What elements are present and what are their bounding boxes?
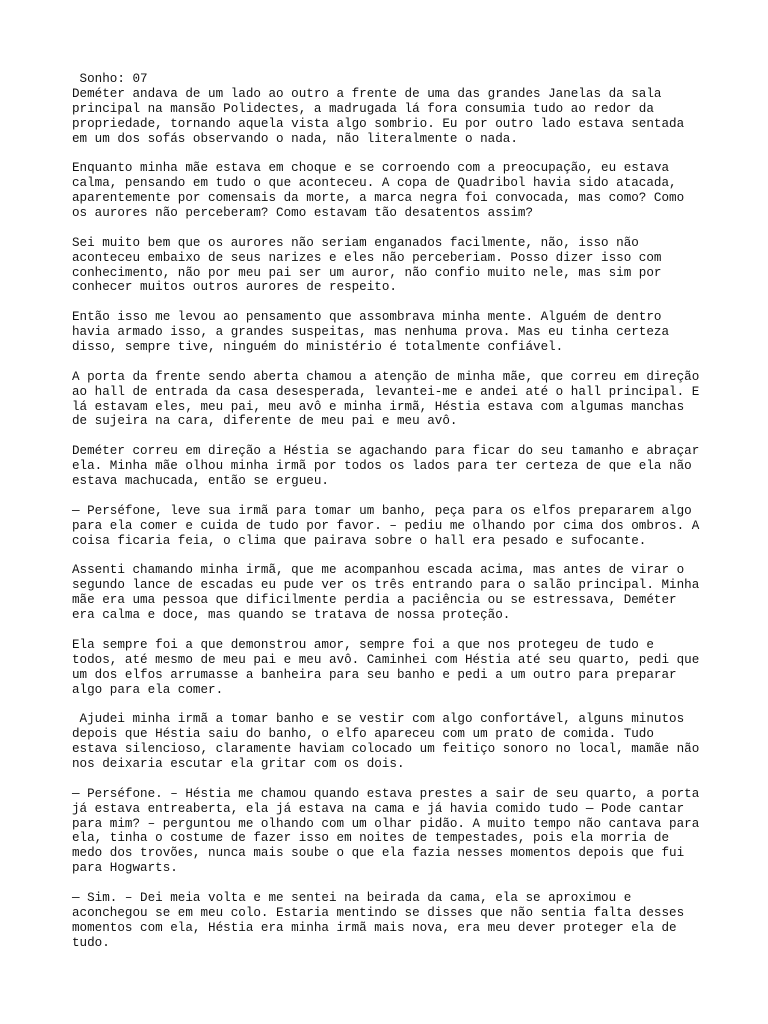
paragraph-line: ao hall de entrada da casa desesperada, levantei-me e andei até o hall principal. E <box>72 384 700 399</box>
paragraph <box>72 638 712 698</box>
paragraph-line: ela. Minha mãe olhou minha irmã por todos os lados para ter certeza de que ela não <box>72 459 692 474</box>
paragraph-line: principal na mansão Polidectes, a madrugada lá fora consumia tudo ao redor da <box>72 101 654 116</box>
paragraph-line: Deméter correu em direção a Héstia se agachando para ficar do seu tamanho e abraçar <box>72 444 700 459</box>
paragraph <box>72 310 712 355</box>
paragraph-line: para Hogwarts. <box>72 861 178 876</box>
paragraph-line: já estava entreaberta, ela já estava na cama e já havia comido tudo — Pode cantar <box>72 801 685 816</box>
paragraph-line: mãe era uma pessoa que dificilmente perdia a paciência ou se estressava, Deméter <box>72 593 677 608</box>
paragraph-line: todos, até mesmo de meu pai e meu avô. Caminhei com Héstia até seu quarto, pedi que <box>72 652 700 667</box>
paragraph-line: para ela comer e cuida de tudo por favor. – pediu me olhando por cima dos ombros. A <box>72 518 700 533</box>
paragraph-line: disso, sempre tive, ninguém do ministério é totalmente confiável. <box>72 340 564 355</box>
paragraph-line: estava machucada, então se ergueu. <box>72 474 329 489</box>
paragraph-line: conhecimento, não por meu pai ser um auror, não confio muito nele, mas sim por <box>72 265 662 280</box>
paragraph <box>72 891 712 951</box>
paragraph-line: algo para ela comer. <box>72 682 224 697</box>
paragraph-line: Ela sempre foi a que demonstrou amor, sempre foi a que nos protegeu de tudo e <box>72 637 654 652</box>
paragraph-line: lá estavam eles, meu pai, meu avô e minha irmã, Héstia estava com algumas manchas <box>72 399 685 414</box>
paragraph <box>72 236 712 296</box>
paragraph-line: Assenti chamando minha irmã, que me acompanhou escada acima, mas antes de virar o <box>72 563 685 578</box>
paragraph-line: de sujeira na cara, diferente de meu pai e meu avô. <box>72 414 458 429</box>
paragraph-line: nos deixaria escutar ela gritar com os dois. <box>72 756 405 771</box>
paragraph-line: calma, pensando em tudo o que aconteceu. A copa de Quadribol havia sido atacada, <box>72 176 677 191</box>
paragraph-line: para mim? – perguntou me olhando com um olhar pidão. A muito tempo não cantava para <box>72 816 700 831</box>
paragraph-line: momentos com ela, Héstia era minha irmã mais nova, era meu dever proteger ela de <box>72 920 677 935</box>
paragraph-line: propriedade, tornando aquela vista algo sombrio. Eu por outro lado estava sentada <box>72 116 685 131</box>
paragraph-line: depois que Héstia saiu do banho, o elfo apareceu com um prato de comida. Tudo <box>72 727 654 742</box>
paragraph-line: tudo. <box>72 935 110 950</box>
paragraph-line: aparentemente por comensais da morte, a marca negra foi convocada, mas como? Como <box>72 191 685 206</box>
paragraph <box>72 787 712 876</box>
paragraph <box>72 87 712 147</box>
paragraph-line: um dos elfos arrumasse a banheira para seu banho e pedi a um outro para preparar <box>72 667 677 682</box>
paragraph-line: — Perséfone. – Héstia me chamou quando estava prestes a sair de seu quarto, a porta <box>72 786 700 801</box>
document-body <box>72 87 712 951</box>
paragraph <box>72 563 712 623</box>
paragraph-line: — Sim. – Dei meia volta e me sentei na beirada da cama, ela se aproximou e <box>72 890 632 905</box>
paragraph <box>72 444 712 489</box>
chapter-title: Sonho: 07 <box>72 72 148 86</box>
paragraph-line: coisa ficaria feia, o clima que pairava sobre o hall era pesado e sufocante. <box>72 533 647 548</box>
paragraph-line: conhecer muitos outros aurores de respeito. <box>72 280 397 295</box>
paragraph-line: A porta da frente sendo aberta chamou a atenção de minha mãe, que correu em direção <box>72 369 700 384</box>
paragraph-line: havia armado isso, a grandes suspeitas, mas nenhuma prova. Mas eu tinha certeza <box>72 325 670 340</box>
paragraph-line: era calma e doce, mas quando se tratava de nossa proteção. <box>72 608 511 623</box>
paragraph <box>72 504 712 549</box>
paragraph-line: aconteceu embaixo de seus narizes e eles não perceberiam. Posso dizer isso com <box>72 250 662 265</box>
paragraph <box>72 712 712 772</box>
paragraph-line: Então isso me levou ao pensamento que assombrava minha mente. Alguém de dentro <box>72 310 662 325</box>
paragraph-line: Ajudei minha irmã a tomar banho e se vestir com algo confortável, alguns minutos <box>72 712 685 727</box>
document-page <box>72 72 712 965</box>
paragraph-line: aconchegou se em meu colo. Estaria mentindo se disses que não sentia falta desses <box>72 905 685 920</box>
paragraph-line: Deméter andava de um lado ao outro a frente de uma das grandes Janelas da sala <box>72 86 662 101</box>
paragraph-line: Enquanto minha mãe estava em choque e se corroendo com a preocupação, eu estava <box>72 161 670 176</box>
paragraph-line: os aurores não perceberam? Como estavam tão desatentos assim? <box>72 206 534 221</box>
paragraph-line: medo dos trovões, nunca mais soube o que ela fazia nesses momentos depois que fui <box>72 846 685 861</box>
paragraph <box>72 161 712 221</box>
paragraph-line: em um dos sofás observando o nada, não literalmente o nada. <box>72 131 518 146</box>
paragraph-line: ela, tinha o costume de fazer isso em noites de tempestades, pois ela morria de <box>72 831 670 846</box>
paragraph-line: estava silencioso, claramente haviam colocado um feitiço sonoro no local, mamãe não <box>72 742 700 757</box>
paragraph <box>72 370 712 430</box>
paragraph-line: Sei muito bem que os aurores não seriam enganados facilmente, não, isso não <box>72 235 639 250</box>
paragraph-line: — Perséfone, leve sua irmã para tomar um banho, peça para os elfos prepararem algo <box>72 503 692 518</box>
paragraph-line: segundo lance de escadas eu pude ver os três entrando para o salão principal. Minha <box>72 578 700 593</box>
